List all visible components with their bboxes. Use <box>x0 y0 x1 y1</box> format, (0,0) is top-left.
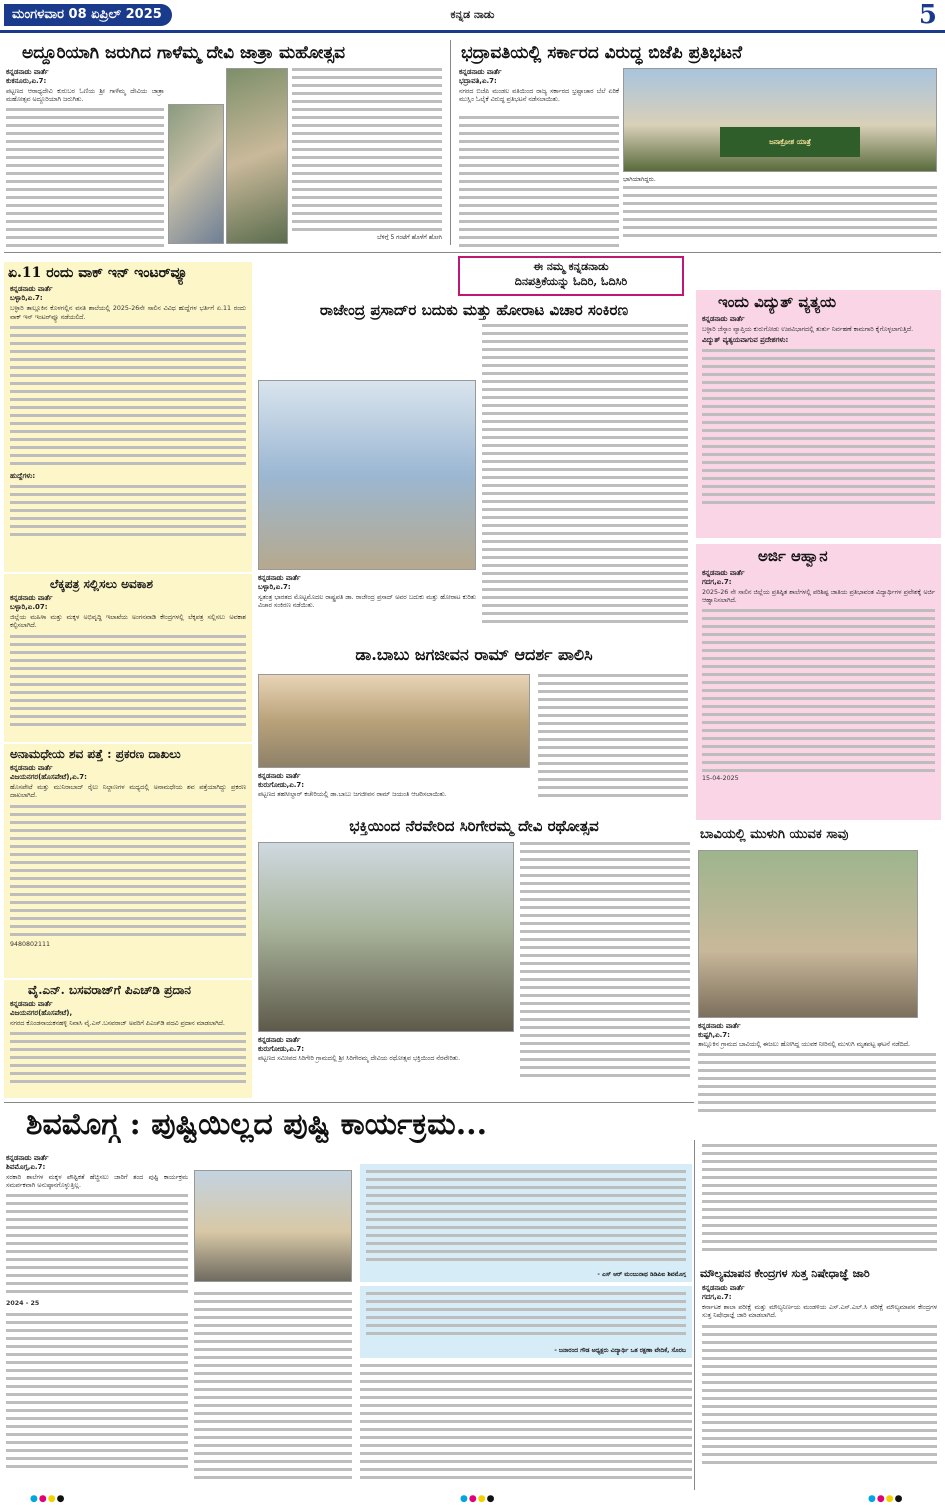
article-baavi <box>696 824 941 1136</box>
headline: ಬಾವಿಯಲ್ಲಿ ಮುಳುಗಿ ಯುವಕ ಸಾವು <box>700 827 849 842</box>
article-text: ಹೊಸಪೇಟೆ ಮತ್ತು ಮುನಿರಾಬಾದ್ ರೈಲು ನಿಲ್ದಾಣಗಳ ಮಧ್ಯದಲ್ಲಿ ಅನಾಮಧೇಯ ಶವ ಪತ್ತೆಯಾಗಿದ್ದು ಪ್ರಕರಣ ದಾಖಲಾಗಿದೆ. <box>10 784 246 800</box>
deadline: 15-04-2025 <box>702 774 739 782</box>
headline: ಶಿವಮೊಗ್ಗ : ಪುಷ್ಟಿಯಿಲ್ಲದ ಪುಷ್ಟಿ ಕಾರ್ಯಕ್ರಮ... <box>26 1107 488 1142</box>
headline: ರಾಜೇಂದ್ರ ಪ್ರಸಾದ್‌ರ ಬದುಕು ಮತ್ತು ಹೋರಾಟ ವಿಚಾರ ಸಂಕಿರಣ <box>319 301 629 319</box>
dateline: ಬಳ್ಳಾರಿ,ಏ.07: <box>10 603 48 612</box>
dateline: ಕುರುಗೋಡು,ಏ.7: <box>258 1045 305 1053</box>
baavi-continued-text <box>698 1140 941 1260</box>
subhead: ಹುದ್ದೆಗಳು: <box>10 471 36 480</box>
protest-photo <box>623 68 937 172</box>
issue-date: ಮಂಗಳವಾರ 08 ಏಪ್ರಿಲ್ 2025 <box>4 4 172 26</box>
quote-box-janardana <box>360 1286 692 1358</box>
byline: ಕನ್ನಡನಾಡು ವಾರ್ತೆ <box>702 1284 745 1293</box>
crowd-photo <box>226 68 288 244</box>
headline: ಅದ್ದೂರಿಯಾಗಿ ಜರುಗಿದ ಗಾಳೆಮ್ಮ ದೇವಿ ಜಾತ್ರಾ ಮಹೋತ್ಸವ <box>22 43 345 63</box>
article-text: ಪಟ್ಟಣದ ಆರಾಧ್ಯದೇವಿ ಕುರುಬರ ಓಣಿಯ ಶ್ರೀ ಗಾಳೆಮ್ಮ ದೇವಿಯ ಜಾತ್ರಾ ಮಹೋತ್ಸವ ಅದ್ದೂರಿಯಾಗಿ ಜರುಗಿತು. <box>6 88 164 104</box>
byline: ಕನ್ನಡನಾಡು ವಾರ್ತೆ <box>10 594 53 603</box>
byline: ಕನ್ನಡನಾಡು ವಾರ್ತೆ <box>10 285 53 294</box>
registration-dots-left: ●●●● <box>30 1494 66 1504</box>
dateline: ಬಳ್ಳಾರಿ,ಏ.7: <box>258 583 291 591</box>
headline: ಏ.11 ರಂದು ವಾಕ್ ಇನ್ ಇಂಟರ್‌ವ್ಯೂ <box>8 265 188 281</box>
article-text: ಸ್ವತಂತ್ರ ಭಾರತದ ಮೊಟ್ಟಮೊದಲ ರಾಷ್ಟ್ರಪತಿ ಡಾ. ರಾಜೇಂದ್ರ ಪ್ರಸಾದ್ ಅವರ ಬದುಕು ಮತ್ತು ಹೋರಾಟ ಕುರಿತು ವಿಚಾರ ಸಂಕಿರಣ ನಡೆಯಿತು. <box>258 594 476 610</box>
dateline: ಕುರುಗೋಡು,ಏ.7: <box>258 781 305 789</box>
headline: ಅನಾಮಧೇಯ ಶವ ಪತ್ತೆ : ಪ್ರಕರಣ ದಾಖಲು <box>10 747 181 761</box>
registration-dots-right: ●●●● <box>868 1494 904 1504</box>
promo-line-1: ಈ ನಮ್ಮ ಕನ್ನಡನಾಡು <box>533 260 609 273</box>
year-range: 2024 - 25 <box>6 1300 40 1308</box>
dateline: ಕುಷ್ಟಗಿ,ಏ.7: <box>698 1031 730 1039</box>
promo-line-2: ದಿನಪತ್ರಿಕೆಯನ್ನು ಓದಿರಿ, ಓದಿಸಿರಿ <box>514 275 628 289</box>
quote-author: - ಜನಾರಂದ ಗೌಡ ಅಧ್ಯಕ್ಷರು ವಿದ್ಯಾರ್ಥಿ ಒತ ರಕ್ಷಣಾ ವೇದಿಕೆ, ಸೊರಬ <box>554 1346 686 1354</box>
byline: ಕನ್ನಡನಾಡು ವಾರ್ತೆ <box>459 68 502 76</box>
byline: ಕನ್ನಡನಾಡು ವಾರ್ತೆ <box>10 764 53 773</box>
dateline: ಶಿವಮೊಗ್ಗ,ಏ.7: <box>6 1163 46 1171</box>
article-text: ನಗರದ ಬಿಜೆಪಿ ಮಂಡಲ ವತಿಯಿಂದ ರಾಜ್ಯ ಸರ್ಕಾರದ ಭ್ರಷ್ಟಾಚಾರ ಬೆಲೆ ಏರಿಕೆ ಮುಸ್ಲಿಂ ಓಲೈಕೆ ವಿರುದ್ಧ ಪ್ರತಿಭಟನೆ ನಡೆಸಲಾಯಿತು. <box>459 88 619 104</box>
dateline: ಗದಗ,ಏ.7: <box>702 1293 732 1302</box>
dateline: ಕುಕನೂರು,ಏ.7: <box>6 77 47 85</box>
article-text: ಬಳ್ಳಾರಿ ತಾಲ್ಲೂಕಿನ ಕೊಳಗಲ್ಲಿನ ವಸತಿ ಶಾಲೆಯಲ್ಲಿ 2025-26ನೇ ಸಾಲಿನ ವಿವಿಧ ಹುದ್ದೆಗಳ ಭರ್ತಿಗೆ ಏ.11 ರಂದು ವಾಕ್ ಇನ್ ಇಂಟರ್‌ವ್ಯೂ ನಡೆಯಲಿದೆ. <box>10 305 246 321</box>
dateline: ಗದಗ,ಏ.7: <box>702 577 732 586</box>
article-lekkapatra <box>4 574 252 742</box>
headline: ಭದ್ರಾವತಿಯಲ್ಲಿ ಸರ್ಕಾರದ ವಿರುದ್ಧ ಬಿಜೆಪಿ ಪ್ರತಿಭಟನೆ <box>461 43 743 63</box>
article-power-cut <box>696 290 941 538</box>
article-ysn <box>4 980 252 1098</box>
section-rule <box>4 252 941 253</box>
article-text: ಪಟ್ಟಣದ ಸಮೀಪದ ಸಿರಿಗೇರಿ ಗ್ರಾಮದಲ್ಲಿ ಶ್ರೀ ಸಿರಿಗೇರಮ್ಮ ದೇವಿಯ ರಥೋತ್ಸವ ಭಕ್ತಿಯಿಂದ ನೆರವೇರಿತು. <box>258 1055 461 1062</box>
article-text: ತಾಲ್ಲೂಕಿನ ಗ್ರಾಮದ ಬಾವಿಯಲ್ಲಿ ಈಜಲು ಹೋಗಿದ್ದ ಯುವಕ ನೀರಿನಲ್ಲಿ ಮುಳುಗಿ ಮೃತಪಟ್ಟ ಘಟನೆ ನಡೆದಿದೆ. <box>698 1041 911 1048</box>
article-text: ಸರಕಾರಿ ಶಾಲೆಗಳ ಮಕ್ಕಳ ಪೌಷ್ಟಿಕತೆ ಹೆಚ್ಚಿಸಲು ಜಾರಿಗೆ ತಂದ ಪುಷ್ಟಿ ಕಾರ್ಯಕ್ರಮ ಸಮರ್ಪಕವಾಗಿ ಅನುಷ್ಠಾನಗೊಳ್ಳುತ್ತಿಲ್ಲ. <box>6 1174 188 1190</box>
headline: ಭಕ್ತಿಯಿಂದ ನೆರವೇರಿದ ಸಿರಿಗೇರಮ್ಮ ದೇವಿ ರಥೋತ್ಸವ <box>349 817 599 835</box>
quote-box-ddpi <box>360 1164 692 1282</box>
chariot-photo <box>258 842 514 1032</box>
section-rule <box>4 1102 694 1103</box>
byline: ಕನ್ನಡನಾಡು ವಾರ್ತೆ <box>10 1000 53 1009</box>
police-photo <box>698 850 918 1018</box>
article-text: 2025-26 ನೇ ಸಾಲಿನ ಜಿಲ್ಲೆಯ ಪ್ರತಿಷ್ಠಿತ ಶಾಲೆಗಳಲ್ಲಿ ಪರಿಶಿಷ್ಟ ಜಾತಿಯ ಪ್ರತಿಭಾವಂತ ವಿದ್ಯಾರ್ಥಿಗಳ ಪ್ರವೇಶಕ್ಕೆ ಅರ್ಜಿ ಆಹ್ವಾನಿಸಲಾಗಿದೆ. <box>702 588 935 604</box>
article-text: ಪಟ್ಟಣದ ತಹಸೀಲ್ದಾರ್ ಕಚೇರಿಯಲ್ಲಿ ಡಾ.ಬಾಬು ಜಗಜೀವನ ರಾಮ್ ಜಯಂತಿ ಆಚರಿಸಲಾಯಿತು. <box>258 791 447 798</box>
column-rule <box>450 40 451 245</box>
article-galamma <box>4 38 444 250</box>
subhead: ವಿದ್ಯುತ್ ವ್ಯತ್ಯಯವಾಗುವ ಪ್ರದೇಶಗಳು: <box>702 335 789 344</box>
photo-caption: ಭಾಗಿಯಾಗಿದ್ದರು. <box>623 176 656 183</box>
festival-photo <box>168 104 224 244</box>
article-anathe <box>4 744 252 978</box>
article-nishedhajne <box>698 1264 941 1492</box>
byline: ಕನ್ನಡನಾಡು ವಾರ್ತೆ <box>258 772 301 780</box>
article-text: ಬಳ್ಳಾರಿ ಜೆಸ್ಕಾಂ ವ್ಯಾಪ್ತಿಯ ಕುರುಗೋಡು ಉಪವಿಭಾಗದಲ್ಲಿ ತುರ್ತು ನಿರ್ವಹಣೆ ಕಾಮಗಾರಿ ಕೈಗೊಳ್ಳಲಾಗುತ್ತಿದೆ. <box>702 325 914 333</box>
article-text: ಕರ್ನಾಟಕ ಶಾಲಾ ಪರೀಕ್ಷೆ ಮತ್ತು ಮೌಲ್ಯನಿರ್ಣಯ ಮಂಡಳಿಯ ಎಸ್.ಎಸ್.ಎಲ್.ಸಿ ಪರೀಕ್ಷೆ ಮೌಲ್ಯಮಾಪನ ಕೇಂದ್ರಗಳ ಸುತ್ತ ನಿಷೇಧಾಜ್ಞೆ ಜಾರಿ ಮಾಡಲಾಗಿದೆ. <box>702 1304 937 1320</box>
promo-box <box>458 256 684 296</box>
article-text: ನಗರದ ಕೊಂಡನಾಯಕನಹಳ್ಳಿ ನಿವಾಸಿ ವೈ.ಎನ್.ಬಸವರಾಜ್ ಅವರಿಗೆ ಪಿಎಚ್‌ಡಿ ಪದವಿ ಪ್ರದಾನ ಮಾಡಲಾಗಿದೆ. <box>10 1020 225 1028</box>
article-shivamogga <box>4 1104 694 1492</box>
school-office-photo <box>194 1170 352 1282</box>
protest-banner: ಜನಾಕ್ರೋಶ ಯಾತ್ರೆ <box>720 127 860 157</box>
byline: ಕನ್ನಡನಾಡು ವಾರ್ತೆ <box>698 1022 741 1030</box>
ceremony-photo <box>258 674 530 768</box>
registration-dots-center: ●●●● <box>460 1494 496 1504</box>
students-photo <box>258 380 476 570</box>
article-text: ಜಿಲ್ಲೆಯ ಮಹಿಳಾ ಮತ್ತು ಮಕ್ಕಳ ಅಭಿವೃದ್ಧಿ ಇಲಾಖೆಯ ಅಂಗನವಾಡಿ ಕೇಂದ್ರಗಳಲ್ಲಿ ಲೆಕ್ಕಪತ್ರ ಸಲ್ಲಿಸಲು ಅವಕಾಶ ಕಲ್ಪಿಸಲಾಗಿದೆ. <box>10 614 246 630</box>
contact-phone: 9480802111 <box>10 940 51 948</box>
masthead-rule <box>0 30 945 33</box>
article-sirigeramma <box>256 816 692 1098</box>
byline: ಕನ್ನಡನಾಡು ವಾರ್ತೆ <box>6 1154 49 1162</box>
quote-author: - ಎಸ್ ಆರ್ ಮಂಜುನಾಥ ಡಿಡಿಪಿಐ ಶಿವಮೊಗ್ಗ <box>597 1270 686 1278</box>
dateline: ವಿಜಯನಗರ(ಹೊಸಪೇಟೆ),ಏ.7: <box>10 773 87 782</box>
paper-name: ಕನ್ನಡ ನಾಡು <box>450 8 495 21</box>
photo-caption: ಬೆಳಿಗ್ಗೆ 5 ಗಂಟೆಗೆ ಹೊಳೆಗೆ ಹೋಗಿ <box>377 234 442 241</box>
headline: ಇಂದು ವಿದ್ಯುತ್ ವ್ಯತ್ಯಯ <box>718 293 837 311</box>
dateline: ಭದ್ರಾವತಿ,ಏ.7: <box>459 77 497 85</box>
article-bhadravathi <box>455 38 941 250</box>
byline: ಕನ್ನಡನಾಡು ವಾರ್ತೆ <box>702 568 745 577</box>
article-arji <box>696 544 941 820</box>
byline: ಕನ್ನಡನಾಡು ವಾರ್ತೆ <box>258 1036 301 1044</box>
column-rule <box>694 1140 695 1490</box>
headline: ಅರ್ಜಿ ಆಹ್ವಾನ <box>758 547 828 565</box>
masthead <box>0 0 945 36</box>
headline: ವೈ.ಎನ್. ಬಸವರಾಜ್‌ಗೆ ಪಿಎಚ್‌ಡಿ ಪ್ರದಾನ <box>28 983 191 997</box>
dateline: ವಿಜಯನಗರ(ಹೊಸಪೇಟೆ), <box>10 1009 73 1018</box>
headline: ಡಾ.ಬಾಬು ಜಗಜೀವನ ರಾಮ್ ಆದರ್ಶ ಪಾಲಿಸಿ <box>355 645 593 664</box>
dateline: ಬಳ್ಳಾರಿ,ಏ.7: <box>10 294 43 303</box>
article-walk-in <box>4 262 252 572</box>
headline: ಮೌಲ್ಯಮಾಪನ ಕೇಂದ್ರಗಳ ಸುತ್ತ ನಿಷೇಧಾಜ್ಞೆ ಜಾರಿ <box>700 1267 870 1280</box>
headline: ಲೆಕ್ಕಪತ್ರ ಸಲ್ಲಿಸಲು ಅವಕಾಶ <box>50 577 153 591</box>
page-number: 5 <box>918 0 937 30</box>
byline: ಕನ್ನಡನಾಡು ವಾರ್ತೆ <box>702 314 745 323</box>
byline: ಕನ್ನಡನಾಡು ವಾರ್ತೆ <box>258 574 301 582</box>
article-jagjivan <box>256 644 692 812</box>
article-rajendra <box>256 300 692 640</box>
byline: ಕನ್ನಡನಾಡು ವಾರ್ತೆ <box>6 68 49 76</box>
